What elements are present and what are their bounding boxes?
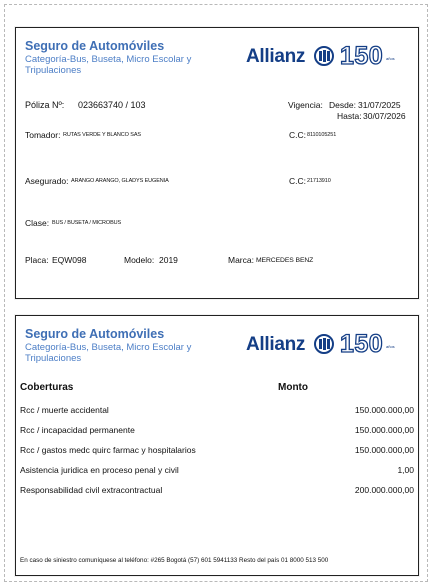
tomador-cc-value: 8110105251 xyxy=(307,132,337,138)
hasta-label: Hasta: xyxy=(337,111,362,121)
anniversary-number: 150 xyxy=(340,330,384,358)
vigencia-label: Vigencia: xyxy=(288,100,323,110)
allianz-emblem-icon xyxy=(314,46,334,66)
policy-card-subtitle: Categoría-Bus, Buseta, Micro Escolar y Tripulaciones xyxy=(25,54,192,76)
coverage-card-subtitle: Categoría-Bus, Buseta, Micro Escolar y Tripulaciones xyxy=(25,342,192,364)
modelo-label: Modelo: xyxy=(124,255,155,265)
coverage-row-name: Rcc / incapacidad permanente xyxy=(20,425,135,435)
modelo-value: 2019 xyxy=(159,255,178,265)
asegurado-cc-value: 21713910 xyxy=(307,178,331,184)
coverage-row-amount: 150.000.000,00 xyxy=(354,445,414,455)
anniversary-suffix: años xyxy=(386,344,395,349)
coverage-row-name: Asistencia juridica en proceso penal y civil xyxy=(20,465,179,475)
hasta-value: 30/07/2026 xyxy=(363,111,406,121)
coverage-row-amount: 1,00 xyxy=(397,465,414,475)
monto-header: Monto xyxy=(278,382,308,393)
marca-label: Marca: xyxy=(228,255,254,265)
coverage-row-amount: 150.000.000,00 xyxy=(354,405,414,415)
asegurado-value: ARANGO ARANGO, GLADYS EUGENIA xyxy=(71,178,169,184)
allianz-emblem-icon xyxy=(314,334,334,354)
anniversary-suffix: años xyxy=(386,56,395,61)
clase-value: BUS / BUSETA / MICROBUS xyxy=(52,220,122,226)
coverage-card xyxy=(15,315,419,576)
allianz-logo xyxy=(246,332,404,358)
coberturas-header: Coberturas xyxy=(20,382,74,393)
coverage-card-title: Seguro de Automóviles xyxy=(25,327,165,341)
poliza-value: 023663740 / 103 xyxy=(78,100,146,110)
brand-name: Allianz xyxy=(246,334,306,355)
poliza-label: Póliza Nº: xyxy=(25,100,65,110)
clase-label: Clase: xyxy=(25,218,50,228)
footer-contact: En caso de siniestro comuníquese al teléfono: #265 Bogotá (57) 601 5941133 Resto del país 01 8000 513 500 xyxy=(20,557,329,564)
coverage-row-amount: 200.000.000,00 xyxy=(354,485,414,495)
tomador-label: Tomador: xyxy=(25,130,61,140)
coverage-row-name: Responsabilidad civil extracontractual xyxy=(20,485,163,495)
tomador-cc-label: C.C: xyxy=(289,130,306,140)
desde-label: Desde: xyxy=(329,100,356,110)
placa-value: EQW098 xyxy=(52,255,87,265)
coverage-row-name: Rcc / gastos medc quirc farmac y hospitalarios xyxy=(20,445,196,455)
coverage-row-name: Rcc / muerte accidental xyxy=(20,405,109,415)
asegurado-label: Asegurado: xyxy=(25,176,69,186)
marca-value: MERCEDES BENZ xyxy=(256,257,314,264)
policy-card-title: Seguro de Automóviles xyxy=(25,39,165,53)
coverage-row-amount: 150.000.000,00 xyxy=(354,425,414,435)
placa-label: Placa: xyxy=(25,255,49,265)
asegurado-cc-label: C.C: xyxy=(289,176,306,186)
allianz-logo xyxy=(246,44,404,70)
tomador-value: RUTAS VERDE Y BLANCO SAS xyxy=(63,132,141,138)
anniversary-number: 150 xyxy=(340,42,384,70)
desde-value: 31/07/2025 xyxy=(358,100,401,110)
brand-name: Allianz xyxy=(246,46,306,67)
policy-card xyxy=(15,27,419,299)
